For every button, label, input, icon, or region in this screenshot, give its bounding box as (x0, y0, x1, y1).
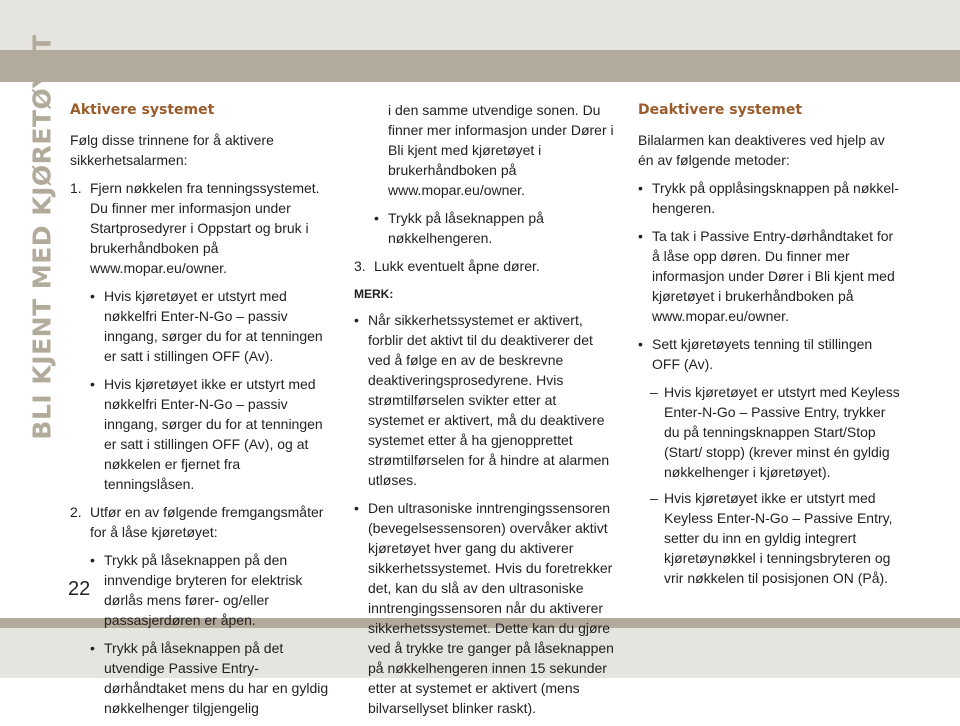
bullet-text: Hvis kjøretøyet ikke er utstyrt med nøkkelfri Enter-N-Go – passiv inngang, sørger du for at tenningen er satt i stillingen OFF (Av), og at nøkkelen er fjernet fra tenningslåsen. (104, 376, 323, 492)
step-2-bullets (70, 550, 334, 718)
bullet-icon: • (638, 336, 643, 352)
bullet-text: Trykk på låseknappen på den innvendige bryteren for elektrisk dørlås mens fører- og/eller passasjerdøren er åpen. (104, 552, 303, 628)
sub-item-text: Hvis kjøretøyet ikke er utstyrt med Keyless Enter-N-Go – Passive Entry, setter du inn en gyldig integrert kjøretøynøkkel i tenningsbryteren og vrir nøkkelen til posisjonen ON (På). (664, 490, 893, 586)
header-stripe (0, 50, 960, 82)
chapter-side-tab (22, 34, 62, 440)
sub-list-item (638, 382, 902, 482)
bullet-text: Ta tak i Passive Entry-dørhåndtaket for å låse opp døren. Du finner mer informasjon under Dører i Bli kjent med kjøretøyet i brukerhåndboken på www.mopar.eu/owner. (652, 228, 895, 324)
step-2 (70, 502, 334, 542)
bullet-icon: • (90, 288, 95, 304)
bullet-text: Trykk på låseknappen på det utvendige Passive Entry-dørhåndtaket mens du har en gyldig nøkkelhenger tilgjengelig (104, 640, 329, 716)
list-item (90, 374, 334, 494)
section-heading-deactivate: Deaktivere systemet (638, 102, 803, 118)
list-item (90, 550, 334, 630)
dash-icon: – (650, 490, 658, 506)
list-item (374, 100, 616, 200)
bullet-text: i den samme utvendige sonen. Du finner mer informasjon under Dører i Bli kjent med kjøretøyet i brukerhåndboken på www.mopar.eu/owner. (388, 102, 614, 198)
column-2 (354, 100, 616, 726)
bullet-icon: • (90, 552, 95, 568)
step-2-bullets-continued (354, 100, 616, 248)
list-item (374, 208, 616, 248)
bullet-icon: • (90, 376, 95, 392)
note-text: Når sikkerhetssystemet er aktivert, forblir det aktivt til du deaktiverer det ved å følge en av de beskrevne deaktiveringsprosedyrene. Hvis strømtilførselen svikter etter at systemet er aktivert, må du deaktivere systemet etter å ha gjenopprettet strømtilførselen for å hindre at alarmen utløses. (368, 312, 610, 488)
list-item (90, 286, 334, 366)
column-3 (638, 100, 902, 594)
sub-item-text: Hvis kjøretøyet er utstyrt med Keyless Enter-N-Go – Passive Entry, trykker du på tenningsknappen Start/Stop (Start/ stopp) (krever minst én gyldig nøkkelhenger i kjøretøyet). (664, 384, 900, 480)
bullet-text: Trykk på låseknappen på nøkkelhengeren. (388, 210, 544, 246)
list-item (638, 334, 902, 374)
bullet-text: Sett kjøretøyets tenning til stillingen OFF (Av). (652, 336, 873, 372)
bullet-text: Hvis kjøretøyet er utstyrt med nøkkelfri Enter-N-Go – passiv inngang, sørger du for at tenningen er satt i stillingen OFF (Av). (104, 288, 323, 364)
bullet-icon: • (638, 228, 643, 244)
bullet-icon: • (90, 640, 95, 656)
page-number: 22 (68, 578, 91, 600)
list-item (638, 226, 902, 326)
step-text: Fjern nøkkelen fra tenningssystemet. Du finner mer informasjon under Startprosedyrer i Oppstart og bruk i brukerhåndboken på www.mopar.eu/owner. (90, 180, 320, 276)
step-1 (70, 178, 334, 278)
header-band (0, 0, 960, 50)
bullet-text: Trykk på opplåsingsknappen på nøkkelhengeren. (652, 180, 899, 216)
note-text: Den ultrasoniske inntrengingssensoren (bevegelsessensoren) overvåker aktivt kjøretøyet hver gang du aktiverer sikkerhetssystemet. Hvis du foretrekker det, kan du slå av den ultrasoniske inntrengingssensoren når du aktiverer sikkerhetssystemet. Dette kan du gjøre ved å trykke tre ganger på låseknappen på nøkkelhengeren innen 15 sekunder etter at systemet er aktivert (mens bilvarsellyset blinker raskt). (368, 500, 614, 716)
intro-paragraph: Følg disse trinnene for å aktivere sikkerhetsalarmen: (70, 132, 274, 168)
intro-paragraph: Bilalarmen kan deaktiveres ved hjelp av én av følgende metoder: (638, 132, 885, 168)
section-heading-activate: Aktivere systemet (70, 102, 215, 118)
sub-list-item (638, 488, 902, 588)
bullet-icon: • (354, 500, 359, 516)
step-number: 1. (70, 180, 82, 196)
note-item (354, 498, 616, 718)
chapter-title: BLI KJENT MED KJØRETØYET (27, 34, 57, 440)
step-1-bullets (70, 286, 334, 494)
step-3 (354, 256, 616, 276)
bullet-icon: • (638, 180, 643, 196)
list-item (638, 178, 902, 218)
column-1 (70, 100, 334, 726)
step-text: Lukk eventuelt åpne dører. (374, 258, 540, 274)
bullet-icon: • (354, 312, 359, 328)
dash-icon: – (650, 384, 658, 400)
step-text: Utfør en av følgende fremgangsmåter for å låse kjøretøyet: (90, 504, 324, 540)
step-number: 3. (354, 258, 366, 274)
note-item (354, 310, 616, 490)
bullet-icon: • (374, 210, 379, 226)
list-item (90, 638, 334, 718)
step-number: 2. (70, 504, 82, 520)
note-label: MERK: (354, 287, 394, 301)
